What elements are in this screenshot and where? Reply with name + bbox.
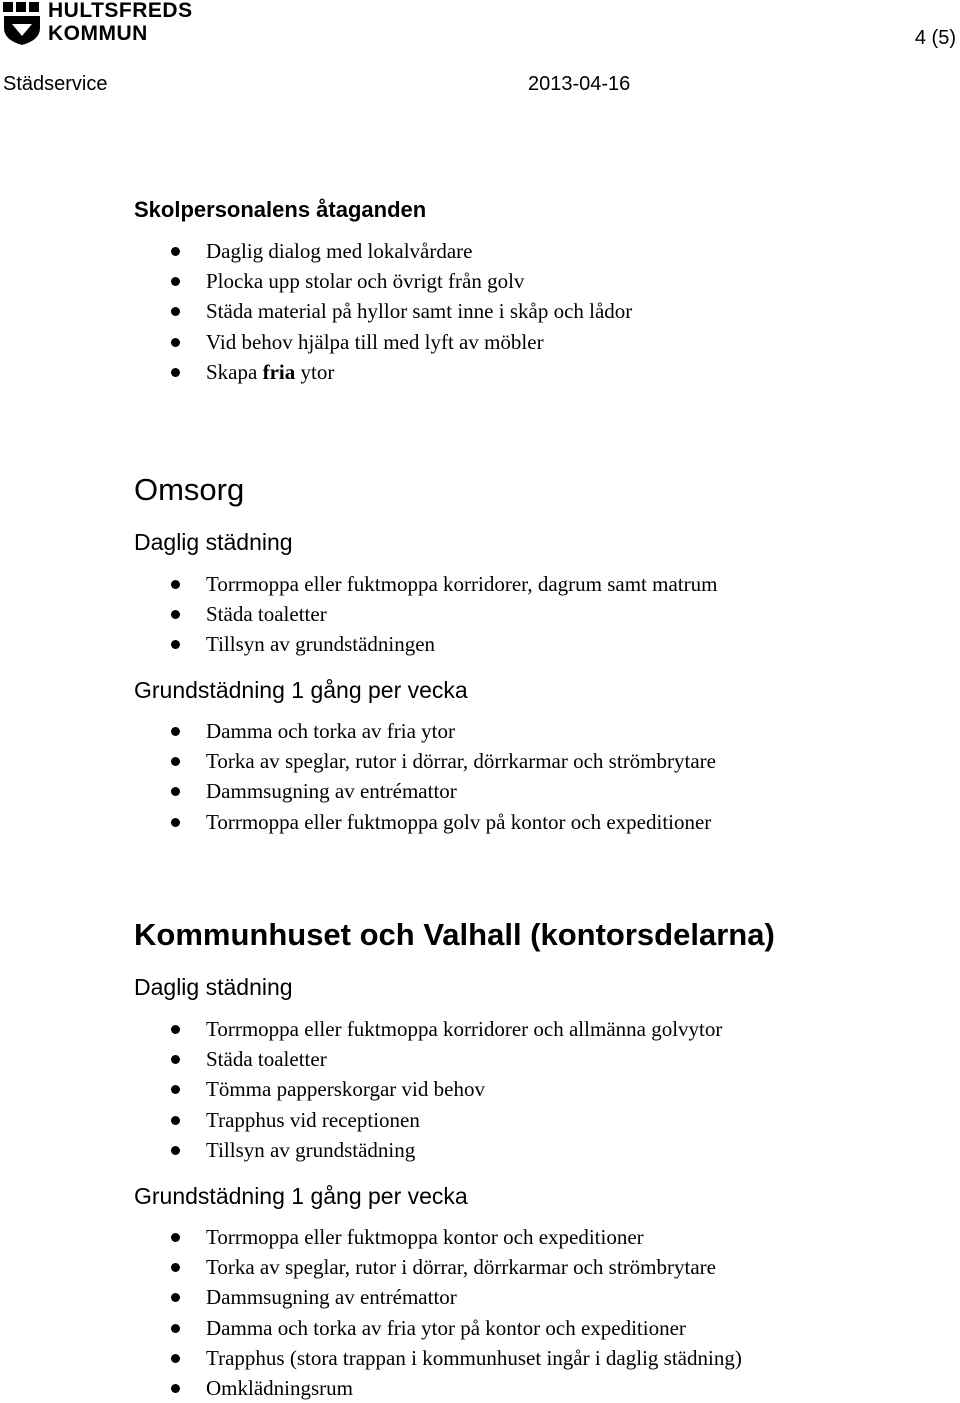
bullet-icon: [171, 338, 180, 347]
list-item: Dammsugning av entrémattor: [0, 776, 716, 806]
list-item: Torka av speglar, rutor i dörrar, dörrkarmar och strömbrytare: [0, 1252, 742, 1282]
list-item: Tömma papperskorgar vid behov: [0, 1074, 722, 1104]
bullet-icon: [171, 1116, 180, 1125]
list-item: Torrmoppa eller fuktmoppa golv på kontor och expeditioner: [0, 807, 716, 837]
bullet-icon: [171, 727, 180, 736]
list-item: Vid behov hjälpa till med lyft av möbler: [0, 327, 632, 357]
logo-text-line2: KOMMUN: [48, 22, 148, 45]
list-item: Städa toaletter: [0, 1044, 722, 1074]
bullet-icon: [171, 1025, 180, 1034]
bullet-icon: [171, 1263, 180, 1272]
bullet-icon: [171, 1293, 180, 1302]
bullet-icon: [171, 818, 180, 827]
bullet-icon: [171, 1055, 180, 1064]
coat-of-arms-icon: [2, 0, 42, 46]
list-item: Omklädningsrum: [0, 1373, 742, 1403]
kommunhuset-basic-list: [0, 1222, 742, 1403]
list-item: Damma och torka av fria ytor på kontor och expeditioner: [0, 1313, 742, 1343]
bullet-icon: [171, 610, 180, 619]
omsorg-basic-heading: Grundstädning 1 gång per vecka: [134, 677, 468, 703]
bullet-icon: [171, 307, 180, 316]
omsorg-daily-heading: Daglig städning: [134, 529, 293, 555]
bullet-icon: [171, 1384, 180, 1393]
bullet-icon: [171, 277, 180, 286]
municipality-logo: [2, 0, 192, 50]
emphasis-text: fria: [262, 359, 296, 384]
bullet-icon: [171, 1233, 180, 1242]
bullet-icon: [171, 247, 180, 256]
bullet-icon: [171, 757, 180, 766]
omsorg-title: Omsorg: [134, 472, 245, 507]
list-item: Trapphus (stora trappan i kommunhuset ingår i daglig städning): [0, 1343, 742, 1373]
kommunhuset-title: Kommunhuset och Valhall (kontorsdelarna): [134, 917, 775, 952]
page-number: 4 (5): [914, 27, 956, 49]
list-item: Tillsyn av grundstädningen: [0, 629, 717, 659]
list-item: Torka av speglar, rutor i dörrar, dörrkarmar och strömbrytare: [0, 746, 716, 776]
list-item: Städa material på hyllor samt inne i skåp och lådor: [0, 296, 632, 326]
bullet-icon: [171, 787, 180, 796]
school-list: [0, 236, 632, 387]
list-item: Torrmoppa eller fuktmoppa korridorer och allmänna golvytor: [0, 1014, 722, 1044]
bullet-icon: [171, 1146, 180, 1155]
header-department: Städservice: [3, 73, 108, 95]
list-item: Plocka upp stolar och övrigt från golv: [0, 266, 632, 296]
header-date: 2013-04-16: [528, 73, 631, 95]
bullet-icon: [171, 1085, 180, 1094]
omsorg-daily-list: [0, 569, 717, 660]
list-item: Dammsugning av entrémattor: [0, 1282, 742, 1312]
bullet-icon: [171, 1324, 180, 1333]
omsorg-basic-list: [0, 716, 716, 837]
list-item: Damma och torka av fria ytor: [0, 716, 716, 746]
list-item: Städa toaletter: [0, 599, 717, 629]
list-item: Tillsyn av grundstädning: [0, 1135, 722, 1165]
bullet-icon: [171, 368, 180, 377]
kommunhuset-daily-heading: Daglig städning: [134, 974, 293, 1000]
list-item: Torrmoppa eller fuktmoppa kontor och expeditioner: [0, 1222, 742, 1252]
bullet-icon: [171, 640, 180, 649]
bullet-icon: [171, 1354, 180, 1363]
kommunhuset-daily-list: [0, 1014, 722, 1165]
list-item: Trapphus vid receptionen: [0, 1105, 722, 1135]
list-item: Skapa fria ytor: [0, 357, 632, 387]
kommunhuset-basic-heading: Grundstädning 1 gång per vecka: [134, 1183, 468, 1209]
list-item: Daglig dialog med lokalvårdare: [0, 236, 632, 266]
school-heading: Skolpersonalens åtaganden: [134, 197, 427, 222]
logo-text-line1: HULTSFREDS: [48, 0, 193, 22]
list-item: Torrmoppa eller fuktmoppa korridorer, dagrum samt matrum: [0, 569, 717, 599]
bullet-icon: [171, 580, 180, 589]
